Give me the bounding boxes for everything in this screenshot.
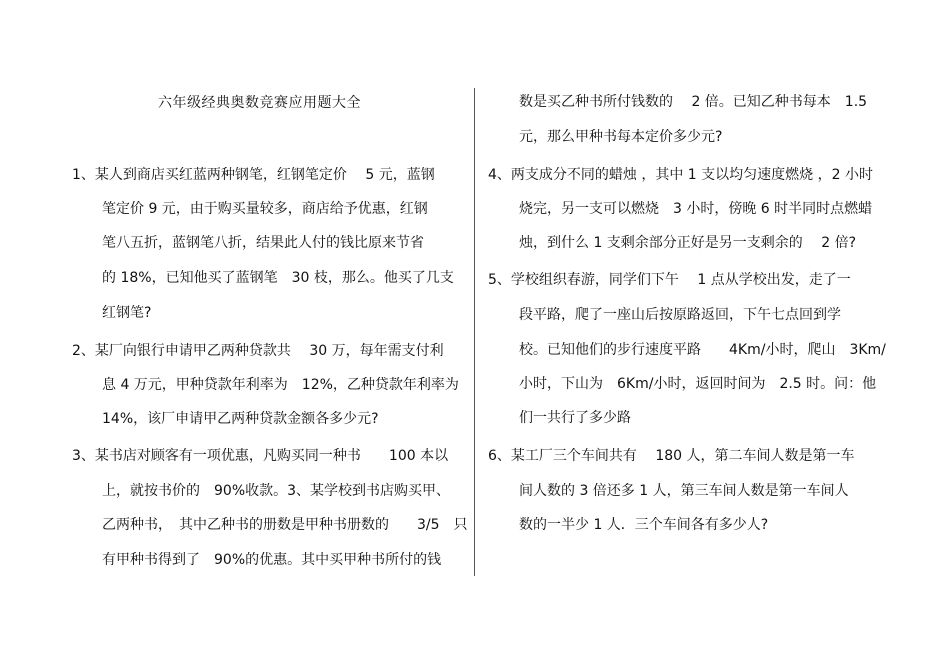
- left-line-4: 的 18%，已知他买了蓝钢笔 30 枝，那么。他买了几支: [102, 270, 454, 286]
- left-line-9: 3、某书店对顾客有一项优惠，凡购买同一种书 100 本以: [72, 448, 449, 464]
- right-line-7: 段平路，爬了一座山后按原路返回，下午七点回到学: [519, 307, 841, 323]
- page-title: 六年级经典奥数竞赛应用题大全: [158, 95, 361, 111]
- left-line-8: 14%，该厂申请甲乙两种贷款金额各多少元?: [102, 411, 379, 427]
- right-line-13: 数的一半少 1 人．三个车间各有多少人?: [519, 517, 769, 533]
- right-line-1: 数是买乙种书所付钱数的 2 倍。已知乙种书每本 1.5: [519, 94, 868, 110]
- right-line-5: 烛，到什么 1 支剩余部分正好是另一支剩余的 2 倍?: [519, 235, 857, 251]
- right-line-6: 5、学校组织春游，同学们下午 1 点从学校出发，走了一: [488, 272, 851, 288]
- left-line-3: 笔八五折，蓝钢笔八折，结果此人付的钱比原来节省: [102, 235, 424, 251]
- right-line-11: 6、某工厂三个车间共有 180 人，第二车间人数是第一车: [488, 448, 855, 464]
- left-line-7: 息 4 万元，甲种贷款年利率为 12%，乙种贷款年利率为: [102, 377, 459, 393]
- right-line-10: 们一共行了多少路: [519, 410, 631, 426]
- left-line-12: 有甲种书得到了 90%的优惠。其中买甲种书所付的钱: [102, 552, 442, 568]
- left-line-5: 红钢笔?: [102, 305, 152, 321]
- left-line-1: 1、某人到商店买红蓝两种钢笔，红钢笔定价 5 元，蓝钢: [72, 167, 435, 183]
- right-line-4: 烧完，另一支可以燃烧 3 小时，傍晚 6 时半同时点燃蜡: [519, 201, 873, 217]
- left-line-2: 笔定价 9 元，由于购买量较多，商店给予优惠，红钢: [102, 201, 428, 217]
- left-line-6: 2、某厂向银行申请甲乙两种贷款共 30 万，每年需支付利: [72, 343, 444, 359]
- right-line-9: 小时，下山为 6Km/小时，返回时间为 2.5 时。问：他: [519, 376, 877, 392]
- column-divider: [474, 88, 475, 576]
- right-line-2: 元，那么甲种书每本定价多少元?: [519, 129, 723, 145]
- right-line-8: 校。已知他们的步行速度平路 4Km/小时，爬山 3Km/: [519, 342, 886, 358]
- right-line-3: 4、两支成分不同的蜡烛 ，其中 1 支以均匀速度燃烧 ，2 小时: [488, 167, 873, 183]
- left-line-11: 乙两种书， 其中乙种书的册数是甲种书册数的 3/5 只: [102, 517, 468, 533]
- right-line-12: 间人数的 3 倍还多 1 人，第三车间人数是第一车间人: [519, 483, 849, 499]
- left-line-10: 上，就按书价的 90%收款。3、某学校到书店购买甲、: [102, 483, 451, 499]
